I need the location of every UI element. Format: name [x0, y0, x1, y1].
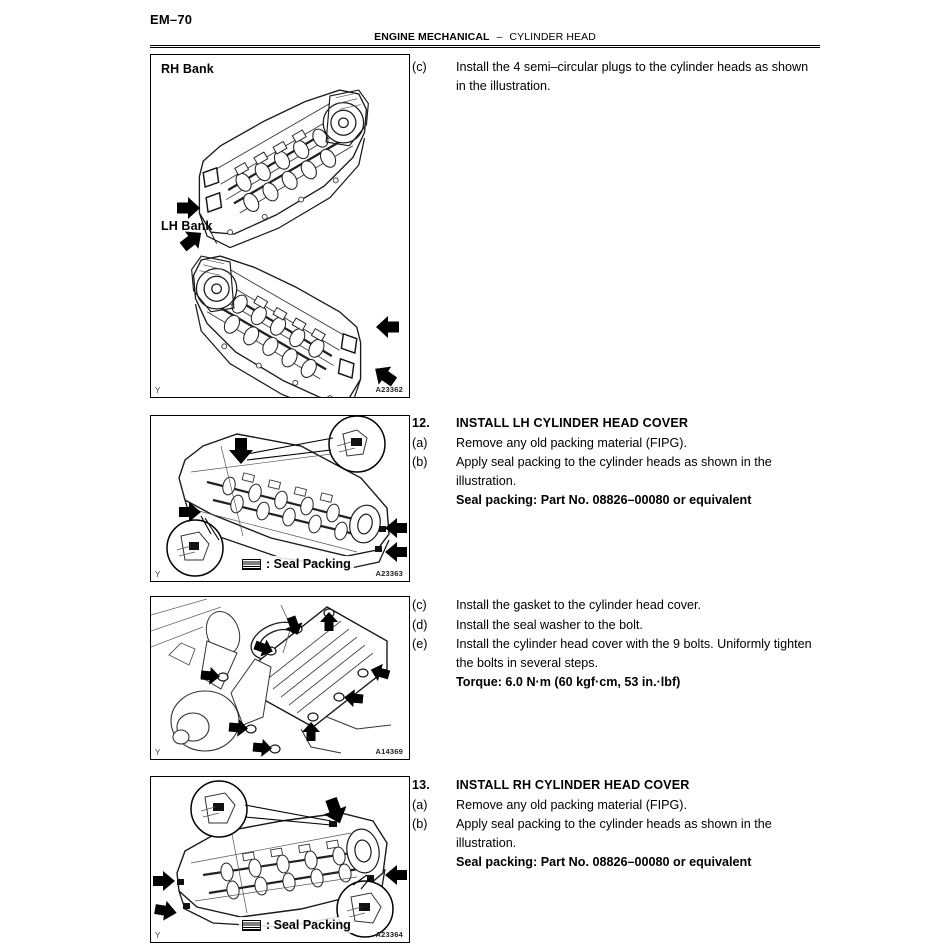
- header-divider: [150, 45, 820, 48]
- instruction-text: Install the cylinder head cover with the 9 bolts. Uniformly tighten the bolts in several steps.: [456, 637, 812, 670]
- seal-packing-swatch-icon: [242, 920, 261, 931]
- instruction-text: INSTALL RH CYLINDER HEAD COVER: [456, 778, 690, 792]
- figure-lh-seal-packing: [150, 415, 410, 582]
- instruction-text: Install the seal washer to the bolt.: [456, 617, 643, 632]
- figure-label-rh-bank: RH Bank: [161, 62, 214, 76]
- figure-head-cover-bolts: [150, 596, 410, 760]
- figure-code: A23364: [375, 930, 403, 939]
- instruction-block-1: [412, 58, 812, 96]
- instruction-text: INSTALL LH CYLINDER HEAD COVER: [456, 416, 689, 430]
- figure-code: A23363: [375, 569, 403, 578]
- header-subsection: CYLINDER HEAD: [509, 31, 596, 43]
- instruction-item: [412, 635, 812, 672]
- instruction-heading: [412, 414, 812, 433]
- figure-corner-mark: Y: [155, 931, 161, 940]
- seal-packing-swatch-icon: [242, 559, 261, 570]
- head-cover-bolts-illustration: [151, 597, 409, 759]
- instruction-block-4: [412, 776, 812, 872]
- instruction-marker: (a): [412, 797, 428, 812]
- seal-packing-spec: Seal packing: Part No. 08826–00080 or equivalent: [456, 493, 752, 507]
- seal-packing-legend: [239, 556, 354, 572]
- instruction-marker: (c): [412, 60, 427, 74]
- instruction-marker: (c): [412, 598, 427, 612]
- instruction-text: Remove any old packing material (FIPG).: [456, 797, 687, 812]
- seal-packing-spec: Seal packing: Part No. 08826–00080 or equivalent: [456, 855, 752, 869]
- instruction-text: Remove any old packing material (FIPG).: [456, 435, 687, 450]
- figure-rh-seal-packing: [150, 776, 410, 943]
- figure-label-lh-bank: LH Bank: [161, 219, 213, 233]
- instruction-text: Install the 4 semi–circular plugs to the cylinder heads as shown in the illustration.: [456, 60, 809, 93]
- instruction-block-3: [412, 596, 812, 692]
- instruction-marker: (b): [412, 817, 428, 831]
- header-section: ENGINE MECHANICAL: [374, 31, 490, 43]
- instruction-item: [412, 616, 812, 635]
- instruction-marker: (a): [412, 435, 428, 450]
- header-separator: –: [496, 31, 503, 43]
- figure-corner-mark: Y: [155, 570, 161, 579]
- figure-corner-mark: Y: [155, 748, 161, 757]
- page-number: EM–70: [150, 12, 193, 27]
- seal-packing-legend: [239, 917, 354, 933]
- seal-packing-legend-label: : Seal Packing: [266, 918, 351, 932]
- instruction-item: [412, 434, 812, 453]
- instruction-text: Install the gasket to the cylinder head cover.: [456, 598, 702, 612]
- instruction-marker: (d): [412, 617, 428, 632]
- instruction-item: [412, 58, 812, 95]
- instruction-marker: (e): [412, 637, 428, 651]
- figure-code: A14369: [375, 747, 403, 756]
- instruction-text: Apply seal packing to the cylinder heads as shown in the illustration.: [456, 455, 772, 488]
- page-header: [150, 31, 820, 43]
- instruction-marker: 12.: [412, 416, 430, 430]
- figure-code: A23362: [375, 385, 403, 394]
- instruction-item: [412, 815, 812, 852]
- instruction-item: [412, 453, 812, 490]
- instruction-marker: (b): [412, 455, 428, 469]
- figure-cylinder-head-banks: [150, 54, 410, 398]
- instruction-block-2: [412, 414, 812, 510]
- figure-corner-mark: Y: [155, 386, 161, 395]
- instruction-heading: [412, 776, 812, 795]
- instruction-marker: 13.: [412, 778, 430, 792]
- torque-spec: Torque: 6.0 N·m (60 kgf·cm, 53 in.·lbf): [456, 675, 681, 689]
- instruction-text: Apply seal packing to the cylinder heads as shown in the illustration.: [456, 817, 772, 850]
- instruction-item: [412, 796, 812, 815]
- seal-packing-legend-label: : Seal Packing: [266, 557, 351, 571]
- instruction-item: [412, 596, 812, 615]
